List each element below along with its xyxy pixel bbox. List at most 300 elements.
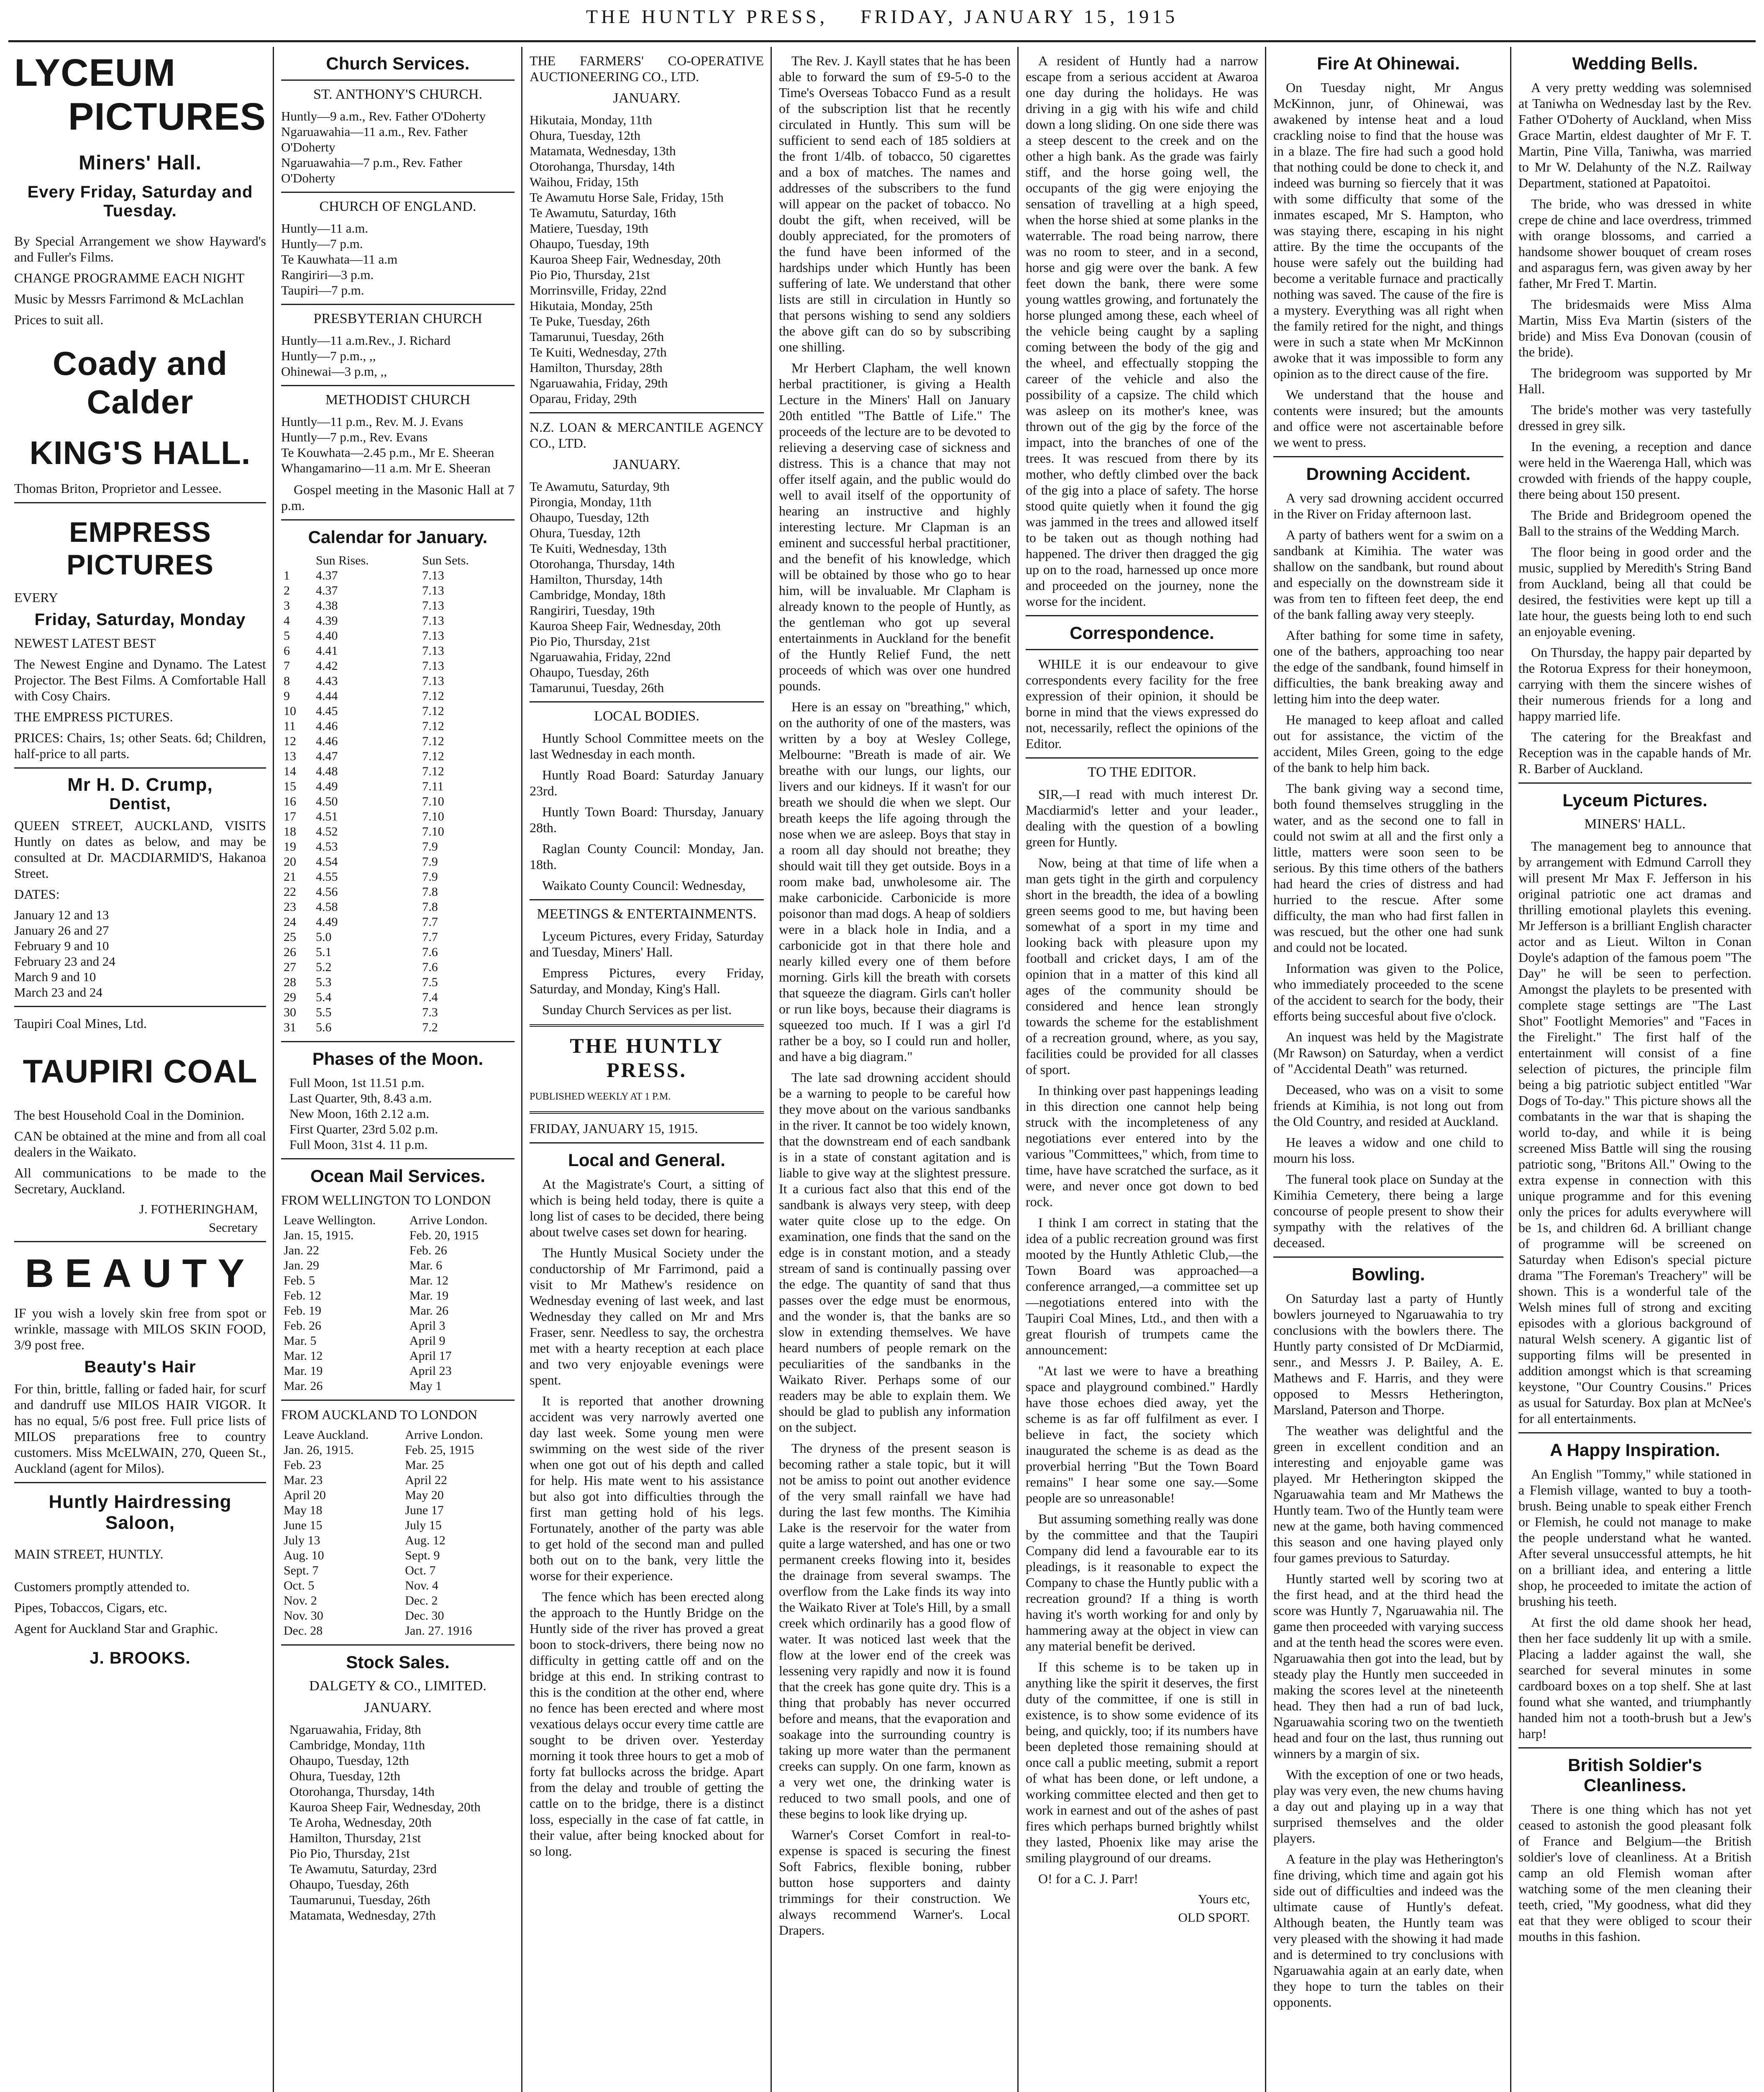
table-cell: 7.13 <box>422 629 444 643</box>
table-cell: 7.12 <box>422 719 444 733</box>
table-cell: Feb. 26 <box>409 1243 447 1257</box>
column-3-sales-and-news <box>524 47 770 2092</box>
table-cell: Mar. 26 <box>409 1304 449 1318</box>
crump-date: February 23 and 24 <box>14 954 115 969</box>
table-cell: 7.13 <box>422 674 444 688</box>
local-body-item: Huntly Town Board: Thursday, January 28th. <box>530 804 764 835</box>
table-cell: 4.58 <box>315 900 338 914</box>
table-cell: 4 <box>284 614 290 628</box>
divider <box>281 192 515 193</box>
table-cell: Aug. 12 <box>405 1533 445 1547</box>
table-cell: 7.13 <box>422 599 444 613</box>
table-row <box>281 1364 515 1379</box>
news-paragraph: Deceased, who was on a visit to some friends at Kimihia, is not long out from the Old Country, and resided at Auckland. <box>1273 1082 1503 1129</box>
news-paragraph: The bank giving way a second time, both found themselves struggling in the water, and as the second one to fall in could not swim at all and the first only a little, matters were soon seen to be serious. By this time others of the bathers had heard the cries of distress and had hurried to the rescue. After some difficulty, the man who had first fallen in was rescued, but the other one had sunk and could not be located. <box>1273 781 1503 955</box>
letter-paragraph: I think I am correct in stating that the idea of a public recreation ground was first mooted by the Huntly Athletic Club,—the Town Board was approached—a conference arranged,—a committee set up—negotiations entered into with the Taupiri Coal Mines, Ltd., and then with a great flourish of trumpets came the announcement: <box>1026 1215 1258 1357</box>
table-cell: 16 <box>284 795 296 808</box>
divider <box>281 1644 515 1646</box>
crump-name: Mr H. D. Crump, <box>67 774 213 795</box>
kings-hall-heading: KING'S HALL. <box>29 434 251 471</box>
table-cell: 4.37 <box>315 569 338 582</box>
miners-hall-heading: MINERS' HALL. <box>1584 816 1686 832</box>
empress-newest: NEWEST LATEST BEST <box>14 636 156 651</box>
table-cell: 7.9 <box>422 840 438 854</box>
salon-address: MAIN STREET, HUNTLY. <box>14 1546 164 1561</box>
soldier-cleanliness-heading: British Soldier's Cleanliness. <box>1568 1755 1702 1795</box>
table-cell: 7.13 <box>422 569 444 582</box>
sale-item: Matiere, Tuesday, 19th <box>530 221 648 236</box>
news-paragraph: Mr Herbert Clapham, the well known herbal practitioner, is giving a Health Lecture in the Miners' Hall on January 20th entitled "The Battle of Life." The proceeds of the lecture are to be devoted to relieving a deserving case of sickness and distress. This is a chance that may not offer itself again, and the public would do well to avail itself of the opportunity of hearing an instructive and highly interesting lecture. Mr Clapman is an eminent and successful herbal practitioner, and the benefit of his knowledge, which will be obtained by those who go to hear him, will be invaluable. Mr Clapham is already known to the people of Huntly, as the gentleman who got up several entertainments in Auckland for the benefit of the Huntly Relief Fund, the nett proceeds of which was over one hundred pounds. <box>779 360 1011 693</box>
nz-loan-list <box>530 479 764 695</box>
auckland-arrive-header: Arrive London. <box>405 1428 483 1442</box>
crump-date: January 26 and 27 <box>14 923 109 938</box>
table-cell: 7.10 <box>422 825 444 838</box>
table-cell: 4.55 <box>315 870 338 884</box>
service-item: Te Kouwhata—2.45 p.m., Mr E. Sheeran <box>281 445 494 460</box>
table-row <box>281 1303 515 1318</box>
table-row <box>281 824 515 839</box>
kings-hall-proprietor: Thomas Briton, Proprietor and Lessee. <box>14 481 222 496</box>
wellington-mail-table <box>281 1213 515 1394</box>
service-item: Taupiri—7 p.m. <box>281 283 364 297</box>
table-cell: 7.5 <box>422 975 438 989</box>
table-cell: 12 <box>284 734 296 748</box>
news-paragraph: A resident of Huntly had a narrow escape from a serious accident at Awaroa one day during the holidays. He was driving in a gig with his wife and child down a long sliding. On one side there was a steep descent to the creek and on the other a high bank. As the grade was fairly stiff, and the horse going well, the occupants of the gig were enjoying the sensation of travelling at a high speed, when the horse shied at some planks in the waterrable. The road being narrow, there was no room to steer, and in a second, horse and gig were over the bank. A few feet down the bank, there were some young wattles growing, and fortunately the horse plunged among these, each wheel of the vehicle being caught by a sapling coming between the body of the gig and the wheel, and effectually stopping the career of the vehicle and also the possibility of a capsize. The child which was asleep on its mother's knee, was thrown out of the gig by the force of the impact, into the branches of one of the trees. It was rescued from there by its mother, who deftly climbed over the back of the gig into a place of safety. The horse stood quite quietly when it found the gig was jammed in the trees and allowed itself to be taken out as though nothing had happened. The driver then dragged the gig up on to the road, harnessed up once more and proceeded on the journey, none the worse for the incident. <box>1026 53 1258 609</box>
table-cell: 15 <box>284 779 296 793</box>
table-cell: 8 <box>284 674 290 688</box>
table-cell: 7.7 <box>422 915 438 929</box>
moon-phase: New Moon, 16th 2.12 a.m. <box>289 1106 430 1121</box>
table-row <box>281 1503 515 1518</box>
table-row <box>281 628 515 643</box>
service-item: Huntly—9 a.m., Rev. Father O'Doherty <box>281 109 486 123</box>
table-cell: Mar. 25 <box>405 1458 444 1472</box>
service-item: Huntly—11 a.m.Rev., J. Richard <box>281 333 451 348</box>
divider <box>530 1024 764 1027</box>
table-cell: Mar. 26 <box>284 1379 323 1393</box>
wedding-body <box>1518 79 1751 777</box>
divider <box>14 502 266 503</box>
table-cell: Jan. 29 <box>284 1259 319 1272</box>
table-cell: 4.50 <box>315 795 338 808</box>
salon-pipes: Pipes, Tobaccos, Cigars, etc. <box>14 1600 167 1615</box>
sale-item: Te Awamutu, Saturday, 16th <box>530 205 676 220</box>
table-row <box>281 1288 515 1303</box>
table-row <box>281 1258 515 1273</box>
news-paragraph: The floor being in good order and the music, supplied by Meredith's String Band from Auckland, being all that could be desired, the festivities were kept up till a late hour, the guests being loth to end such an enjoyable evening. <box>1518 544 1751 639</box>
table-row <box>281 930 515 945</box>
soldier-cleanliness-body <box>1518 1801 1751 1944</box>
calendar-header-rises: Sun Rises. <box>315 554 369 567</box>
sale-item: Hamilton, Thursday, 14th <box>530 572 663 587</box>
sale-item: Tamarunui, Tuesday, 26th <box>530 329 664 344</box>
table-cell: 4.43 <box>315 674 338 688</box>
table-cell: Jan. 22 <box>284 1243 319 1257</box>
lyceum-ad-subtitle: PICTURES <box>68 95 266 138</box>
news-paragraph: A party of bathers went for a swim on a sandbank at Kimihia. The water was shallow on the sandbank, but round about and especially on the downstream side it was from ten to fifteen feet deep, the end of the bank falling away very steeply. <box>1273 527 1503 622</box>
service-item: Ohinewai—3 p.m, ,, <box>281 364 387 379</box>
table-cell: 4.49 <box>315 779 338 793</box>
table-cell: 7.7 <box>422 930 438 944</box>
masthead-date: FRIDAY, JANUARY 15, 1915 <box>860 6 1178 27</box>
fire-body <box>1273 79 1503 450</box>
table-row <box>281 1318 515 1333</box>
table-cell: Jan. 15, 1915. <box>284 1228 354 1242</box>
press-published: PUBLISHED WEEKLY AT 1 P.M. <box>530 1091 671 1102</box>
news-paragraph: Warner's Corset Comfort in real-to-expense is spaced is securing the finest Soft Fabrics, flexible boning, rubber button hose supporters and dainty trimmings for their construction. We always recommend Warner's. Local Drapers. <box>779 1827 1011 1938</box>
sale-item: Morrinsville, Friday, 22nd <box>530 283 666 297</box>
meeting-item: Lyceum Pictures, every Friday, Saturday and Tuesday, Miners' Hall. <box>530 928 764 959</box>
news-paragraph: With the exception of one or two heads, play was very even, the new chums having a day out and playing up in a way that surprised themselves and the older players. <box>1273 1767 1503 1846</box>
news-paragraph: He managed to keep afloat and called out for assistance, the victim of the accident, Miles Green, going to the edge of the bank to help him back. <box>1273 712 1503 775</box>
table-cell: 5.5 <box>315 1005 332 1019</box>
table-row <box>281 689 515 704</box>
local-general-heading: Local and General. <box>568 1150 725 1170</box>
column-rule <box>1510 47 1511 2092</box>
news-paragraph: It is reported that another drowning accident was very narrowly averted one day last week. Some young men were swimming on the west side of the river when one got out of his depth and called for help. His mate went to his assistance but also got into difficulties through the first man getting hold of his legs. Fortunately, another of the party was able to get hold of the second man and pulled both out on to the bank, very little the worse for their experience. <box>530 1393 764 1583</box>
divider <box>14 1482 266 1483</box>
sale-item: Te Awamutu Horse Sale, Friday, 15th <box>530 190 724 205</box>
sale-item: Hikutaia, Monday, 11th <box>530 113 653 127</box>
moon-heading: Phases of the Moon. <box>312 1049 484 1069</box>
table-cell: 7.10 <box>422 810 444 823</box>
divider <box>281 519 515 520</box>
news-paragraph: The dryness of the present season is becoming rather a stale topic, but it will not be amiss to point out another evidence of the very small rainfall we have had during the last few months. The Kimihia Lake is the reservoir for the water from quite a large watershed, and has one or two permanent creeks flowing into it, besides the drainage from several swamps. The overflow from the Lake finds its way into the Waikato River at Tole's Hill, by a small creek which ordinarily has a good flow of water. It was noticed last week that the flow at the lower end of the creek was lessening very rapidly and now it is found that the creek has gone quite dry. This is a thing that probably has never occurred before and means, that the evaporation and soakage into the surrounding country is taking up more water than the permanent creeks can supply. On one farm, known as a very wet one, the drinking water is reduced to two small pools, and one of these begins to look like drying up. <box>779 1441 1011 1821</box>
empress-heading: EMPRESS PICTURES <box>67 516 214 581</box>
divider <box>14 1006 266 1007</box>
crump-date: January 12 and 13 <box>14 908 109 922</box>
moon-phase: Last Quarter, 9th, 8.43 a.m. <box>289 1091 432 1105</box>
table-row <box>281 884 515 900</box>
letter-paragraph: Now, being at that time of life when a man gets tight in the girth and corpulency short in the breadth, the idea of a bowling green seems good to me, but having been somewhat of a sport in my time and looking back with pleasure upon my football and cricket days, I am of the opinion that in a matter of this kind all ages of the community should be considered and hence lean strongly towards the scheme for the establishment of a recreation ground, where, as you say, facilities could be provided for all classes of sport. <box>1026 855 1258 1077</box>
table-cell: Oct. 7 <box>405 1564 436 1577</box>
divider <box>530 412 764 413</box>
table-row <box>281 779 515 794</box>
local-body-item: Waikato County Council: Wednesday, <box>542 878 746 893</box>
sale-item: Pio Pio, Thursday, 21st <box>289 1846 410 1861</box>
table-row <box>281 583 515 598</box>
news-paragraph: A very sad drowning accident occurred in the River on Friday afternoon last. <box>1273 490 1503 521</box>
table-cell: Nov. 4 <box>405 1579 438 1592</box>
table-cell: Mar. 5 <box>284 1334 317 1348</box>
table-row <box>281 1273 515 1288</box>
wellington-leave-header: Leave Wellington. <box>284 1213 376 1227</box>
column-7-news <box>1513 47 1757 2092</box>
lyceum-ad-title: LYCEUM <box>14 51 176 94</box>
dalgety-month: JANUARY. <box>364 1700 432 1715</box>
table-row <box>281 960 515 975</box>
divider <box>530 701 764 702</box>
correspondence-heading: Correspondence. <box>1070 623 1214 643</box>
table-cell: 30 <box>284 1005 296 1019</box>
empress-every: EVERY <box>14 590 58 605</box>
local-bodies-list <box>530 730 764 893</box>
table-cell: 7.12 <box>422 704 444 718</box>
correspondence-note: WHILE it is our endeavour to give correspondents every facility for the free expression of their opinion, it should be borne in mind that the views expressed do not, necessarily, reflect the opinions of the Editor. <box>1026 656 1258 751</box>
table-cell: 6 <box>284 644 290 658</box>
table-cell: April 17 <box>409 1349 452 1363</box>
table-cell: 7.11 <box>422 779 444 793</box>
column-rule <box>273 47 274 2092</box>
table-cell: April 3 <box>409 1319 445 1333</box>
letter-paragraph: O! for a C. J. Parr! <box>1038 1871 1139 1886</box>
service-item: Ngaruawahia—7 p.m., Rev. Father O'Doherty <box>281 155 462 185</box>
coal-obtain: CAN be obtained at the mine and from all coal dealers in the Waikato. <box>14 1128 266 1159</box>
divider <box>530 1142 764 1143</box>
church-of-england-heading: CHURCH OF ENGLAND. <box>319 199 476 214</box>
divider <box>1518 1432 1751 1433</box>
dalgety-list <box>281 1722 515 1923</box>
table-cell: 4.54 <box>315 855 338 869</box>
table-cell: 5.6 <box>315 1020 332 1034</box>
table-row <box>281 643 515 659</box>
table-row <box>281 1333 515 1349</box>
table-row <box>281 1518 515 1533</box>
table-cell: Oct. 5 <box>284 1579 315 1592</box>
table-cell: Aug. 10 <box>284 1548 324 1562</box>
sale-item: Waihou, Friday, 15th <box>530 174 639 189</box>
table-cell: 27 <box>284 960 296 974</box>
service-item: Rangiriri—3 p.m. <box>281 267 374 282</box>
table-cell: Feb. 5 <box>284 1274 315 1287</box>
news-paragraph: The fence which has been erected along the approach to the Huntly Bridge on the Huntly side of the river has proved a great boon to stock-drivers, there being now no difficulty in getting cattle off and on the bridge at this end. In striking contrast to this is the condition at the other end, where no fence has been erected and where most vexatious delays occur every time cattle are sought to be driven over. Yesterday morning it took three hours to get a mob of forty fat bullocks across the bridge. Apart from the delay and trouble of getting the cattle on to the bridge, there is a distinct loss, especially in the case of fat cattle, in their value, after being knocked about for so long. <box>530 1589 764 1859</box>
table-cell: April 23 <box>409 1364 452 1378</box>
table-row <box>281 734 515 749</box>
crump-role: Dentist, <box>109 795 171 813</box>
sale-item: Oparau, Friday, 29th <box>530 391 637 406</box>
sale-item: Te Puke, Tuesday, 26th <box>530 314 650 328</box>
news-paragraph: The late sad drowning accident should be a warning to people to be careful how they move about on the various sandbanks in the river. It cannot be too widely known, that the downstream end of each sandbank is in a state of constant agitation and is liable to give way at the slightest pressure. It a curious fact also that this end of the sandbank is always very steep, with deep water quite close up to the edge. On examination, one finds that the sand on the edge is in constant motion, and a steady stream of sand is continually passing over the edge. The quantity of sand that thus passes over the edge must be enormous, and the wonder is, that the banks are so slow in extending themselves. We have heard numbers of people remark on the peculiarities of the sandbanks in the Waikato River. Perhaps some of our readers may be able to explain them. We should be glad to publish any information on the subject. <box>779 1070 1011 1435</box>
table-row <box>281 1379 515 1394</box>
news-paragraph: On Tuesday night, Mr Angus McKinnon, junr, of Ohinewai, was awakened by intense heat and a loud crackling noise to find that the house was in a blaze. The fire had such a good hold that nothing could be done to check it, and indeed was burning so fiercely that it was with some difficulty that some of the inmates escaped, Mr S. Hampton, who was staying there, escaping in his night attire. By the time the occupants of the house were safely out the building had become a veritable furnace and practically nothing was saved. The cause of the fire is a mystery. Everything was all right when the family retired for the night, and things were in such a state when Mr McKinnon awoke that it was impossible to form any opinion as to the direct cause of the fire. <box>1273 80 1503 381</box>
happy-inspiration-heading: A Happy Inspiration. <box>1550 1440 1720 1460</box>
local-body-item: Raglan County Council: Monday, Jan. 18th. <box>530 841 764 872</box>
sale-item: Hamilton, Thursday, 21st <box>289 1830 421 1845</box>
table-cell: Mar. 19 <box>409 1289 449 1302</box>
taupiri-company: Taupiri Coal Mines, Ltd. <box>14 1016 147 1031</box>
table-row <box>281 1243 515 1258</box>
news-paragraph: The Huntly Musical Society under the conductorship of Mr Farrimond, paid a visit to Mr Mathew's residence on Wednesday evening of last week, and last Wednesday they called on Mr and Mrs Fraser, senr. Needless to say, the orchestra met with a hearty reception at each place and two very enjoyable evenings were spent. <box>530 1245 764 1387</box>
bowling-heading: Bowling. <box>1352 1264 1425 1284</box>
masthead <box>0 0 1764 33</box>
table-cell: 7.9 <box>422 870 438 884</box>
news-paragraph: He leaves a widow and one child to mourn his loss. <box>1273 1135 1503 1166</box>
beauty-text: IF you wish a lovely skin free from spot or wrinkle, massage with MILOS SKIN FOOD, 3/9 post free. <box>14 1305 266 1352</box>
table-cell: 5 <box>284 629 290 643</box>
lyceum-pictures-heading: Lyceum Pictures. <box>1562 790 1708 810</box>
lyceum-ad-text: By Special Arrangement we show Hayward's and Fuller's Films. <box>14 233 266 264</box>
service-item: Ngaruawahia—11 a.m., Rev. Father O'Doherty <box>281 124 468 154</box>
service-item: Huntly—11 a.m. <box>281 221 369 236</box>
news-body <box>1026 53 1258 609</box>
sale-item: Ohaupo, Tuesday, 26th <box>530 665 649 679</box>
empress-text: The Newest Engine and Dynamo. The Latest Projector. The Best Films. A Comfortable Hall with Cosy Chairs. <box>14 656 266 703</box>
table-cell: Jan. 27. 1916 <box>405 1624 472 1638</box>
sale-item: Ohura, Tuesday, 12th <box>289 1769 400 1783</box>
divider <box>281 79 515 81</box>
table-row <box>281 900 515 915</box>
table-cell: Mar. 6 <box>409 1259 443 1272</box>
sale-item: Rangiriri, Tuesday, 19th <box>530 603 655 618</box>
table-row <box>281 854 515 869</box>
divider <box>281 1041 515 1042</box>
table-row <box>281 1563 515 1578</box>
sale-item: Hamilton, Thursday, 28th <box>530 360 663 375</box>
methodist-heading: METHODIST CHURCH <box>325 392 470 408</box>
letter-paragraph: "At last we were to have a breathing space and playground combined." Hardly have those echoes died away, yet the scheme is as far off fulfilment as ever. I believe in fact, the society which inaugurated the scheme is as dead as the proverbial herring "But the Town Board remains" I hear some one say.—Some people are so unreasonable! <box>1026 1363 1258 1505</box>
table-cell: Dec. 2 <box>405 1594 438 1607</box>
divider <box>530 899 764 900</box>
table-cell: 13 <box>284 749 296 763</box>
salon-agent: Agent for Auckland Star and Graphic. <box>14 1621 218 1636</box>
meeting-item: Empress Pictures, every Friday, Saturday, and Monday, King's Hall. <box>530 965 764 996</box>
st-anthony-list <box>281 108 515 186</box>
lyceum-ad-music: Music by Messrs Farrimond & McLachlan <box>14 291 244 306</box>
empress-name: THE EMPRESS PICTURES. <box>14 709 173 724</box>
happy-inspiration-body <box>1518 1466 1751 1741</box>
table-cell: Mar. 12 <box>409 1274 449 1287</box>
table-cell: 4.46 <box>315 734 338 748</box>
table-cell: 7.13 <box>422 584 444 597</box>
table-cell: 29 <box>284 990 296 1004</box>
divider <box>1273 456 1503 457</box>
table-cell: 4.56 <box>315 885 338 899</box>
table-cell: Mar. 12 <box>284 1349 323 1363</box>
stock-sales-heading: Stock Sales. <box>346 1652 450 1672</box>
news-paragraph: Huntly started well by scoring two at the first head, and at the third head the score was Huntly 7, Ngaruawahia nil. The game then proceeded with varying success and at the tenth head the scores were even. Ngaruawahia then got into the lead, but by steady play the Huntly men succeeded in making the scores level at the nineteenth head. They then had a run of bad luck, Ngaruawahia scoring two on the twentieth head and four on the last, thus running out winners by a margin of six. <box>1273 1571 1503 1761</box>
table-row <box>281 1228 515 1243</box>
fire-heading: Fire At Ohinewai. <box>1317 54 1460 73</box>
lyceum-ad-prices: Prices to suit all. <box>14 312 104 327</box>
sale-item: Ohaupo, Tuesday, 26th <box>289 1877 409 1892</box>
table-cell: 1 <box>284 569 290 582</box>
lyceum-ad-hall: Miners' Hall. <box>79 152 202 174</box>
beauty-hair-heading: Beauty's Hair <box>84 1358 196 1376</box>
sale-item: Ohura, Tuesday, 12th <box>530 526 640 540</box>
table-row <box>281 1020 515 1035</box>
table-row <box>281 1473 515 1488</box>
crump-dates-list <box>14 907 266 1000</box>
church-services-heading: Church Services. <box>326 54 470 73</box>
farmers-heading: THE FARMERS' CO-OPERATIVE AUCTIONEERING CO., LTD. <box>530 53 764 84</box>
table-cell: 10 <box>284 704 296 718</box>
crump-date: March 23 and 24 <box>14 985 102 1000</box>
table-cell: 7.6 <box>422 960 438 974</box>
table-row <box>281 1349 515 1364</box>
sale-item: Te Awamutu, Saturday, 23rd <box>289 1861 437 1876</box>
table-cell: 4.47 <box>315 749 338 763</box>
news-paragraph: An English "Tommy," while stationed in a Flemish village, wanted to buy a tooth-brush. Being unable to speak either French or Flemish, he could not manage to make the people understand what he wanted. After several unsuccessful attempts, he hit on a brilliant idea, and entering a little shop, he proceeded to imitate the action of brushing his teeth. <box>1518 1466 1751 1609</box>
news-paragraph: The bridegroom was supported by Mr Hall. <box>1518 365 1751 396</box>
table-cell: 7.3 <box>422 1005 438 1019</box>
press-date: FRIDAY, JANUARY 15, 1915. <box>530 1121 698 1136</box>
news-paragraph: Information was given to the Police, who immediately proceeded to the scene of the accident to search for the body, their efforts being succesful about five o'clock. <box>1273 961 1503 1023</box>
table-cell: 4.41 <box>315 644 338 658</box>
letter-paragraph: If this scheme is to be taken up in anything like the spirit it deserves, the first duty of the committee, if one is still in existence, is to show some evidence of its being, and quickly, too; if its numbers have been depleted those remaining should at once call a public meeting, submit a report of what has been done, or left undone, a working committee elected and then get to work in earnest and out of the ashes of past fires which perhaps burned brightly whilst they lasted, Phoenix like may arise the smiling playground of our dreams. <box>1026 1659 1258 1865</box>
methodist-list <box>281 414 515 476</box>
table-cell: 19 <box>284 840 296 854</box>
table-cell: Nov. 2 <box>284 1594 317 1607</box>
letter-paragraph: But assuming something really was done by the committee and that the Taupiri Company did lend a favourable ear to its pleadings, is it reasonable to expect the Company to chase the Huntly public with a recreation ground? If a thing is worth having it's worth working for and only by hammering away at the object in view can any material benefit be derived. <box>1026 1511 1258 1654</box>
nz-loan-month: JANUARY. <box>613 457 681 472</box>
table-row <box>281 613 515 628</box>
news-paragraph: A feature in the play was Hetherington's fine driving, which time and again got his side out of difficulties and indeed was the ultimate cause of Huntly's defeat. Although beaten, the Huntly team was very pleased with the showing it had made and is determined to try conclusions with Ngaruawahia again at an early date, when they hope to turn the tables on their opponents. <box>1273 1851 1503 2010</box>
divider <box>1273 1256 1503 1258</box>
table-cell: Feb. 20, 1915 <box>409 1228 479 1242</box>
news-paragraph: The Bride and Bridegroom opened the Ball to the strains of the Wedding March. <box>1518 508 1751 538</box>
table-cell: Feb. 26 <box>284 1319 321 1333</box>
table-row <box>281 975 515 990</box>
ocean-mail-heading: Ocean Mail Services. <box>310 1166 485 1186</box>
table-cell: 5.4 <box>315 990 332 1004</box>
church-of-england-list <box>281 220 515 298</box>
table-cell: 7.13 <box>422 644 444 658</box>
table-cell: 2 <box>284 584 290 597</box>
column-rule <box>521 47 522 2092</box>
table-cell: 7.9 <box>422 855 438 869</box>
news-paragraph: After bathing for some time in safety, one of the bathers, approaching too near the edge of the sandbank, found himself in difficulties, the bank breaking away and letting him into the deep water. <box>1273 628 1503 706</box>
table-row <box>281 1458 515 1473</box>
from-wellington-heading: FROM WELLINGTON TO LONDON <box>281 1192 491 1208</box>
table-cell: 4.53 <box>315 840 338 854</box>
news-paragraph: On Thursday, the happy pair departed by the Rotorua Express for their honeymoon, carrying with them the sincere wishes of their numerous friends for a long and happy married life. <box>1518 645 1751 723</box>
news-paragraph: The catering for the Breakfast and Reception was in the capable hands of Mr. R. Barber of Auckland. <box>1518 729 1751 776</box>
sale-item: Otorohanga, Thursday, 14th <box>530 556 675 571</box>
table-cell: 7.8 <box>422 900 438 914</box>
table-cell: Feb. 19 <box>284 1304 321 1318</box>
news-paragraph: We understand that the house and contents were insured; but the amounts and office were not ascertainable before we went to press. <box>1273 387 1503 450</box>
crump-dates-heading: DATES: <box>14 887 60 902</box>
table-cell: Feb. 23 <box>284 1458 321 1472</box>
column-4-news <box>773 47 1016 2092</box>
letter-closing: Yours etc, <box>1198 1892 1250 1906</box>
table-cell: June 15 <box>284 1518 323 1532</box>
column-6-news <box>1267 47 1509 2092</box>
empress-days: Friday, Saturday, Monday <box>34 610 246 629</box>
news-paragraph: In the evening, a reception and dance were held in the Waerenga Hall, which was crowded with friends of the happy couple, there being about 150 present. <box>1518 439 1751 502</box>
table-cell: 7.12 <box>422 734 444 748</box>
auckland-leave-header: Leave Auckland. <box>284 1428 369 1442</box>
table-cell: April 22 <box>405 1473 448 1487</box>
news-paragraph: At first the old dame shook her head, then her face suddenly lit up with a smile. Placing a ladder against the wall, she searched for several minutes in some cardboard boxes on a top shelf. She at last found what she wanted, and triumphantly handed him not a tooth-brush but a Jew's harp! <box>1518 1615 1751 1741</box>
st-anthony-heading: ST. ANTHONY'S CHURCH. <box>313 87 483 102</box>
sale-item: Otorohanga, Thursday, 14th <box>530 159 675 174</box>
gospel-note: Gospel meeting in the Masonic Hall at 7 p.m. <box>281 482 515 513</box>
letter-body <box>1026 786 1258 1887</box>
coady-calder-heading: Coady and Calder <box>53 345 228 420</box>
news-paragraph: The bride, who was dressed in white crepe de chine and lace overdress, trimmed with orange blossoms, and carried a handsome shower bouquet of cream roses and asparagus fern, was given away by her father, Mr Fred T. Martin. <box>1518 196 1751 291</box>
table-cell: 7 <box>284 659 290 673</box>
sale-item: Ohaupo, Tuesday, 19th <box>530 236 649 251</box>
drowning-body <box>1273 490 1503 1251</box>
table-row <box>281 1488 515 1503</box>
sale-item: Ngaruawahia, Friday, 29th <box>530 376 668 390</box>
table-cell: Nov. 30 <box>284 1609 323 1623</box>
moon-phase: First Quarter, 23rd 5.02 p.m. <box>289 1122 438 1136</box>
table-cell: Jan. 26, 1915. <box>284 1443 354 1457</box>
table-cell: 17 <box>284 810 296 823</box>
table-cell: 7.12 <box>422 689 444 703</box>
table-row <box>281 704 515 719</box>
local-bodies-heading: LOCAL BODIES. <box>594 708 699 724</box>
auckland-mail-table <box>281 1428 515 1638</box>
news-paragraph: A very pretty wedding was solemnised at Taniwha on Wednesday last by the Rev. Father O'Doherty of Auckland, when Miss Grace Martin, eldest daughter of Mr F. T. Martin, Pine Villa, Taniwha, was married to Mr W. Delahunty of the N.Z. Railway Department, stationed at Papatoitoi. <box>1518 80 1751 190</box>
table-cell: 7.13 <box>422 614 444 628</box>
press-nameplate: THE HUNTLY PRESS. <box>570 1034 724 1082</box>
sale-item: Kauroa Sheep Fair, Wednesday, 20th <box>530 618 721 633</box>
sale-item: Taumarunui, Tuesday, 26th <box>289 1892 430 1907</box>
table-row <box>281 990 515 1005</box>
